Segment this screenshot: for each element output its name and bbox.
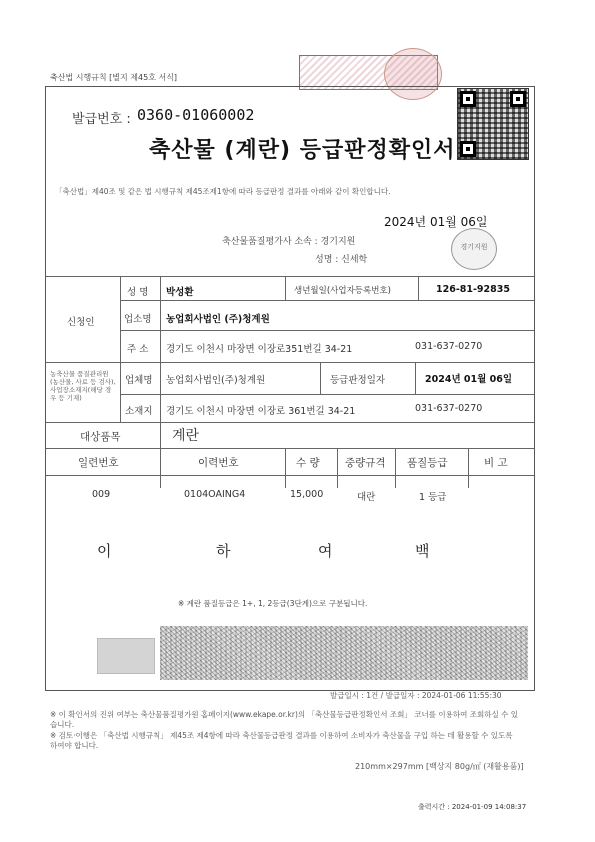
blank-mark: 백 [415, 542, 430, 560]
birth-label: 생년월일(사업자등록번호) [294, 286, 391, 296]
blank-mark: 이 [97, 542, 112, 560]
grader-organization: 축산물품질평가사 소속 : 경기지원 [222, 237, 356, 247]
divider [337, 448, 338, 488]
divider [120, 394, 534, 395]
company-label: 업소명 [124, 314, 152, 325]
grade-note: ※ 계란 품질등급은 1+, 1, 2등급(3단계)으로 구분됩니다. [178, 599, 368, 608]
name-label: 성 명 [127, 287, 149, 298]
issue-stamp-text: 발급일시 : 1건 / 발급일자 : 2024-01-06 11:55:30 [330, 691, 502, 700]
inspector-seal-label: 경기지원 [460, 243, 488, 251]
watermark-logo [97, 638, 155, 674]
col-header-quantity: 수 량 [296, 457, 320, 469]
blank-mark: 여 [318, 542, 333, 560]
col-header-trace: 이력번호 [198, 457, 239, 469]
security-pattern [160, 626, 528, 680]
divider [285, 448, 286, 488]
divider [46, 475, 534, 476]
applicant-section-label: 신청인 [67, 317, 95, 328]
grading-date-value: 2024년 01월 06일 [425, 374, 513, 385]
location-label: 소재지 [125, 406, 153, 417]
row-grade: 1 등급 [419, 492, 447, 503]
divider [415, 362, 416, 394]
location-value: 경기도 이천시 마장면 이장로 361번길 34-21 [166, 406, 356, 417]
col-header-grade: 품질등급 [407, 457, 448, 469]
form-reference: 축산법 시행규칙 [별지 제45호 서식] [50, 73, 178, 82]
company-value: 농업회사법인 (주)청계원 [166, 314, 270, 325]
intro-text: 「축산법」제40조 및 같은 법 시행규칙 제45조제1항에 따라 등급판정 결과를 아래와 같이 확인합니다. [55, 187, 391, 196]
divider [120, 300, 534, 301]
name-value: 박성환 [166, 287, 194, 298]
issue-number-label: 발급번호 : [72, 112, 131, 127]
divider [46, 448, 534, 449]
site-phone: 031-637-0270 [415, 403, 483, 414]
business-value: 농업회사법인(주)청계원 [166, 375, 266, 386]
paper-spec: 210mm×297mm [백상지 80g/㎡ (재활용품)] [355, 762, 524, 771]
divider [395, 448, 396, 488]
divider [46, 422, 534, 423]
footnote-usage: ※ 검토·이행은 「축산법 시행규칙」 제45조 제4항에 따라 축산물등급판정 결과를 이용하여 소비자가 축산물을 구입 하는 데 활용할 수 있도록 하여야 합니다. [50, 731, 513, 750]
business-label: 업체명 [125, 375, 153, 386]
divider [418, 276, 419, 300]
divider [160, 276, 161, 488]
inspector-seal-icon [451, 228, 497, 270]
divider [120, 276, 121, 422]
applicant-phone: 031-637-0270 [415, 341, 483, 352]
footnote-verification: ※ 이 확인서의 진위 여부는 축산물품질평가원 홈페이지(www.ekape.or.kr)의 「축산물등급판정확인서 조회」 코너를 이용하여 조회하실 수 있습니다. [50, 710, 518, 729]
item-label: 대상품목 [80, 431, 121, 443]
divider [285, 276, 286, 300]
birth-value: 126-81-92835 [436, 284, 510, 295]
grader-name: 성명 : 신세학 [315, 255, 368, 265]
grading-date-label: 등급판정일자 [330, 375, 386, 386]
document-title: 축산물 (계란) 등급판정확인서 [149, 138, 456, 163]
qr-code [457, 88, 529, 160]
divider [468, 448, 469, 488]
address-label: 주 소 [127, 344, 149, 355]
print-time: 출력시간 : 2024-01-09 14:08:37 [418, 803, 527, 811]
blank-mark: 하 [216, 542, 231, 560]
row-serial: 009 [92, 489, 111, 500]
col-header-weight: 중량규격 [345, 457, 386, 469]
issue-date: 2024년 01월 06일 [384, 215, 488, 229]
col-header-serial: 일련번호 [78, 457, 119, 469]
issue-number: 0360-01060002 [137, 106, 255, 124]
row-weight: 대란 [357, 492, 376, 503]
divider [120, 330, 534, 331]
address-value: 경기도 이천시 마장면 이장로351번길 34-21 [166, 344, 353, 355]
row-trace: 0104OAING4 [184, 489, 246, 500]
item-value: 계란 [172, 428, 200, 444]
grading-site-section-label: 농축산물 품질관리원(농산물, 사료 등 검사), 사업장소재지(해당 경우 등 기재) [50, 370, 116, 402]
row-quantity: 15,000 [290, 489, 324, 500]
divider [320, 362, 321, 394]
col-header-remarks: 비 고 [484, 457, 508, 469]
